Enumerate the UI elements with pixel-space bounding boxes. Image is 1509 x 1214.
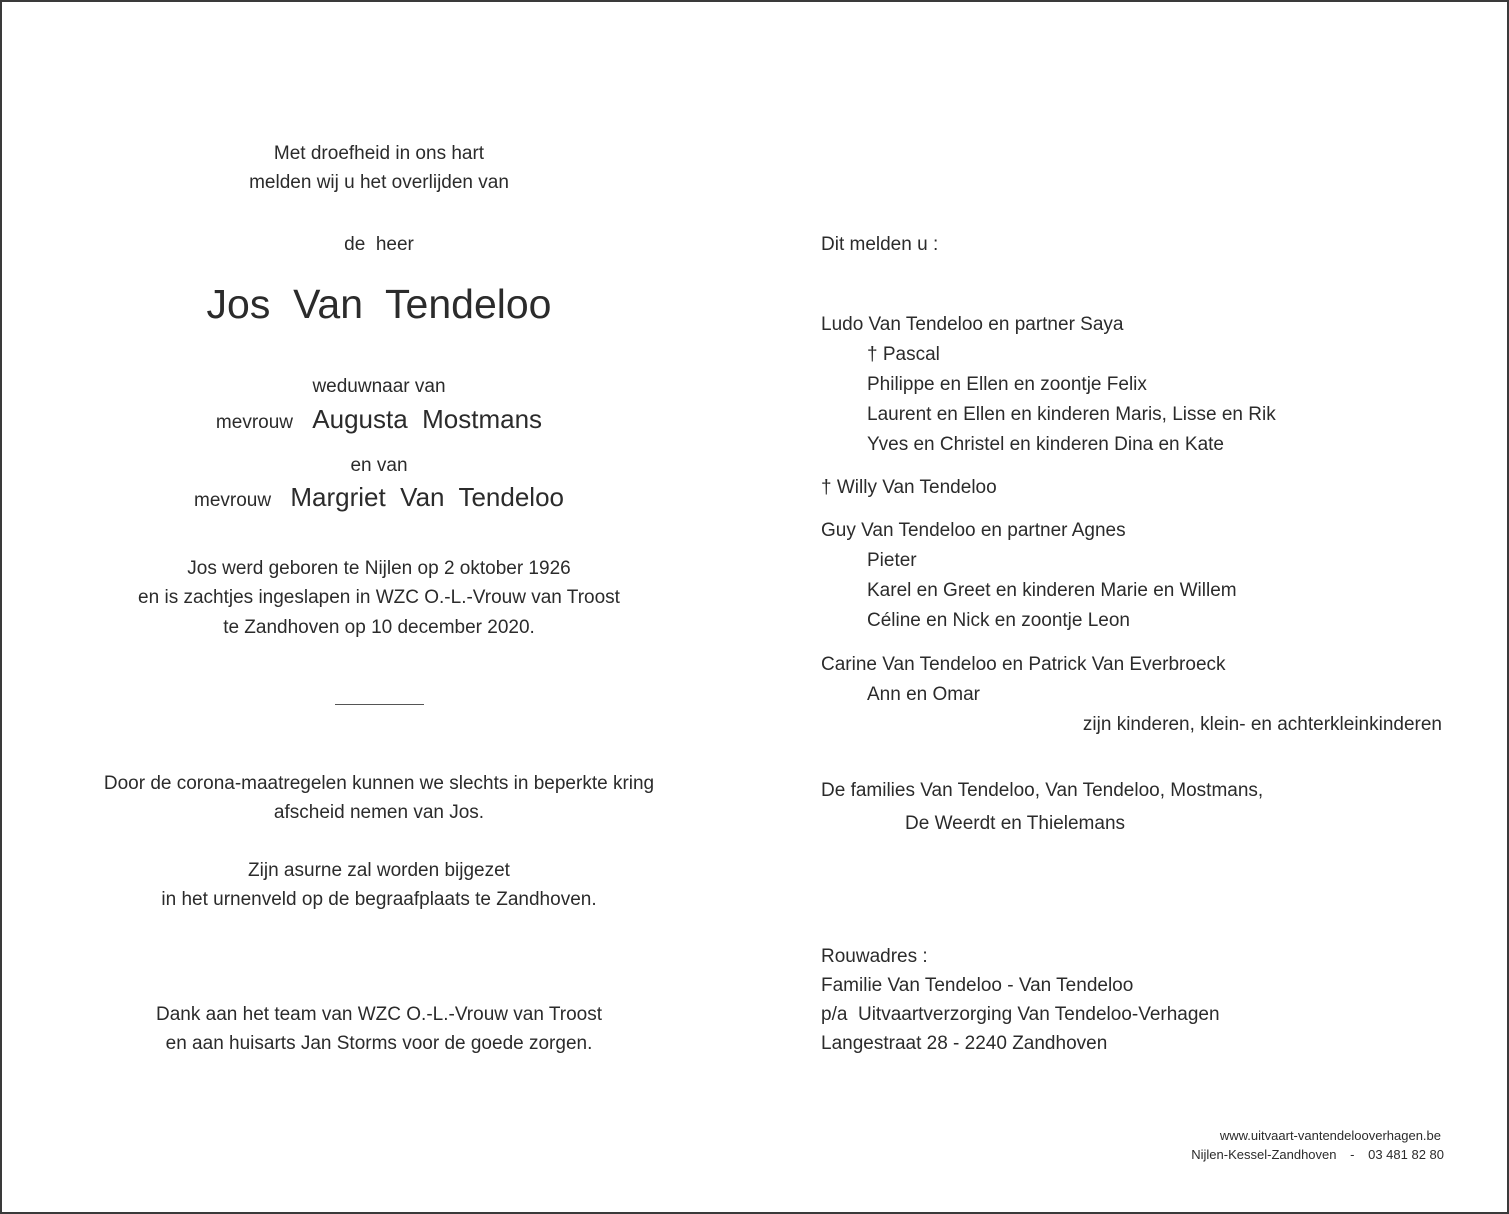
spouse-2-name: Margriet Van Tendeloo xyxy=(290,482,565,512)
families-line-2: De Weerdt en Thielemans xyxy=(905,813,1126,834)
address-line: Familie Van Tendeloo - Van Tendeloo xyxy=(821,975,1134,996)
title-prefix: de heer xyxy=(344,234,414,255)
website-link[interactable]: www.uitvaart-vantendelooverhagen.be xyxy=(1219,1128,1441,1143)
spouse-2-prefix: mevrouw xyxy=(193,490,272,511)
spouse-1-prefix: mevrouw xyxy=(215,412,294,433)
bio-line-2: en is zachtjes ingeslapen in WZC O.-L.-Vrouw van Troost xyxy=(138,587,620,608)
thanks-line-1: Dank aan het team van WZC O.-L.-Vrouw van Troost xyxy=(156,1004,602,1025)
family-member: Ludo Van Tendeloo en partner Saya xyxy=(821,314,1124,335)
widower-of: weduwnaar van xyxy=(312,376,446,397)
spouse-1-name: Augusta Mostmans xyxy=(312,404,543,434)
family-member: Laurent en Ellen en kinderen Maris, Lisse en Rik xyxy=(867,404,1276,425)
family-member: Guy Van Tendeloo en partner Agnes xyxy=(821,520,1126,541)
contact-line xyxy=(1191,1148,1444,1161)
family-member: Karel en Greet en kinderen Marie en Willem xyxy=(867,580,1237,601)
family-member: Pieter xyxy=(867,550,917,571)
corona-line-2: afscheid nemen van Jos. xyxy=(273,802,485,823)
footer-phone: 03 481 82 80 xyxy=(1368,1147,1444,1162)
families-line-1: De families Van Tendeloo, Van Tendeloo, Mostmans, xyxy=(821,780,1264,801)
and-of: en van xyxy=(350,455,408,476)
address-line: p/a Uitvaartverzorging Van Tendeloo-Verhagen xyxy=(821,1004,1220,1025)
footer-locations: Nijlen-Kessel-Zandhoven xyxy=(1191,1147,1337,1162)
deceased-name: Jos Van Tendeloo xyxy=(206,281,552,327)
family-member: † Pascal xyxy=(867,344,940,365)
bio-line-3: te Zandhoven op 10 december 2020. xyxy=(223,617,535,638)
intro-line-1: Met droefheid in ons hart xyxy=(273,143,485,164)
intro-line-2: melden wij u het overlijden van xyxy=(249,172,509,193)
spouse-2 xyxy=(194,484,564,510)
family-member: Carine Van Tendeloo en Patrick Van Everbroeck xyxy=(821,654,1226,675)
family-member: Yves en Christel en kinderen Dina en Kate xyxy=(867,434,1224,455)
divider-rule xyxy=(335,704,424,705)
urn-line-1: Zijn asurne zal worden bijgezet xyxy=(248,860,510,881)
urn-line-2: in het urnenveld op de begraafplaats te Zandhoven. xyxy=(161,889,597,910)
address-label: Rouwadres : xyxy=(821,946,928,967)
family-member: Philippe en Ellen en zoontje Felix xyxy=(867,374,1147,395)
bio-line-1: Jos werd geboren te Nijlen op 2 oktober 1926 xyxy=(187,558,571,579)
family-member: Céline en Nick en zoontje Leon xyxy=(867,610,1131,631)
announce-heading: Dit melden u : xyxy=(821,234,939,255)
family-member: Ann en Omar xyxy=(867,684,980,705)
spouse-1 xyxy=(216,406,542,432)
address-line: Langestraat 28 - 2240 Zandhoven xyxy=(821,1033,1108,1054)
family-member: † Willy Van Tendeloo xyxy=(821,477,997,498)
footer-separator: - xyxy=(1350,1147,1355,1162)
thanks-line-2: en aan huisarts Jan Storms voor de goede zorgen. xyxy=(165,1033,593,1054)
relation-note: zijn kinderen, klein- en achterkleinkinderen xyxy=(1082,714,1442,735)
corona-line-1: Door de corona-maatregelen kunnen we slechts in beperkte kring xyxy=(103,773,655,794)
